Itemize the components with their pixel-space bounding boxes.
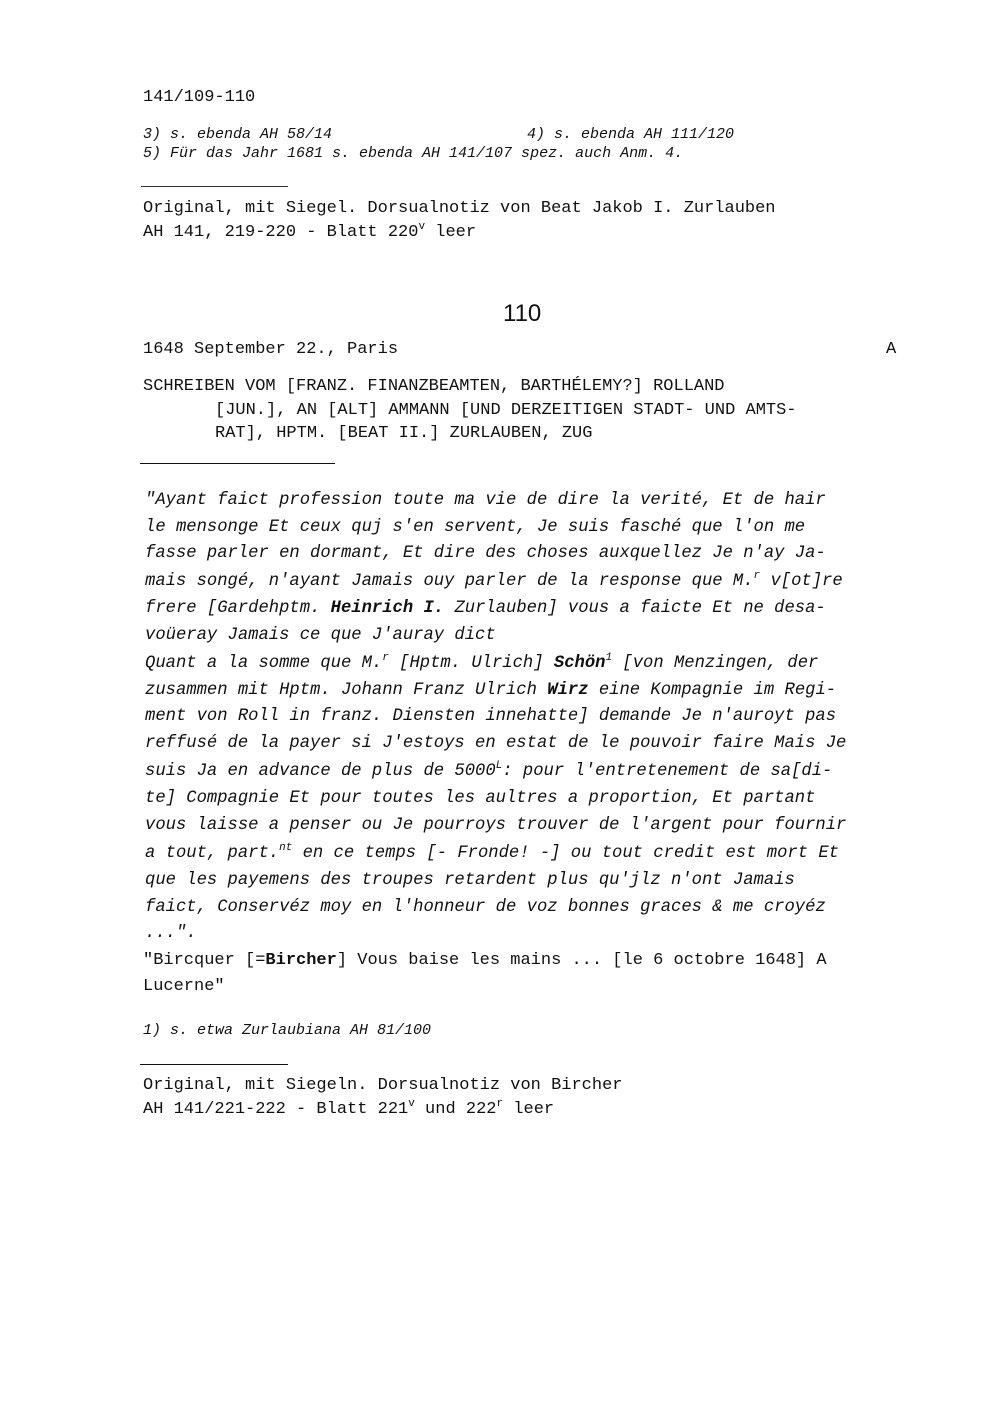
document-title-line2: [JUN.], AN [ALT] AMMANN [UND DERZEITIGEN STADT- UND AMTS- bbox=[215, 401, 797, 420]
footnote-1: 1) s. etwa Zurlaubiana AH 81/100 bbox=[143, 1022, 432, 1039]
document-type-code: A bbox=[886, 340, 897, 359]
source-line1: Original, mit Siegeln. Dorsualnotiz von Bircher bbox=[143, 1076, 623, 1095]
person-name: Heinrich I. bbox=[330, 599, 445, 618]
source-divider bbox=[140, 1064, 288, 1065]
letter-line: reffusé de la payer si J'estoys en estat de le pouvoir faire Mais Je bbox=[145, 734, 847, 753]
letter-line: te] Compagnie Et pour toutes les aultres a proportion, Et partant bbox=[145, 789, 816, 808]
letter-line: fasse parler en dormant, Et dire des choses auxquellez Je n'ay Ja- bbox=[145, 544, 826, 563]
footnote-4: 4) s. ebenda AH 111/120 bbox=[527, 126, 735, 143]
letter-line: ment von Roll in franz. Diensten innehatte] demande Je n'auroyt pas bbox=[145, 707, 837, 726]
page-reference: 141/109-110 bbox=[143, 88, 256, 107]
footnote-3: 3) s. ebenda AH 58/14 bbox=[143, 126, 333, 143]
document-title-line3: RAT], HPTM. [BEAT II.] ZURLAUBEN, ZUG bbox=[215, 424, 593, 443]
signature-line: "Bircquer [=Bircher] Vous baise les mains ... [le 6 octobre 1648] A bbox=[143, 951, 827, 970]
footnote-5: 5) Für das Jahr 1681 s. ebenda AH 141/107 spez. auch Anm. 4. bbox=[143, 145, 684, 162]
person-name: Schön bbox=[553, 654, 606, 673]
letter-line: frere [Gardehptm. Heinrich I. Zurlauben] vous a faicte Et ne desa- bbox=[145, 599, 826, 618]
document-date-place: 1648 September 22., Paris bbox=[143, 340, 399, 359]
document-title-line1: SCHREIBEN VOM [FRANZ. FINANZBEAMTEN, BARTHÉLEMY?] ROLLAND bbox=[143, 377, 725, 396]
letter-line: voüeray Jamais ce que J'auray dict bbox=[145, 626, 496, 645]
letter-line: zusammen mit Hptm. Johann Franz Ulrich Wirz eine Kompagnie im Regi- bbox=[145, 681, 837, 700]
letter-line: vous laisse a penser ou Je pourroys trouver de l'argent pour fournir bbox=[145, 816, 847, 835]
signature-line: Lucerne" bbox=[143, 977, 225, 996]
letter-line: "Ayant faict profession toute ma vie de dire la verité, Et de hair bbox=[145, 491, 826, 510]
person-name: Wirz bbox=[547, 681, 589, 700]
prev-source-line1: Original, mit Siegel. Dorsualnotiz von Beat Jakob I. Zurlauben bbox=[143, 199, 776, 218]
letter-line: le mensonge Et ceux quj s'en servent, Je suis fasché que l'on me bbox=[145, 518, 806, 537]
footnote-divider bbox=[141, 186, 288, 187]
letter-line: suis Ja en advance de plus de $5000^L$: pour l'entretenement de sa[di- bbox=[145, 760, 833, 781]
letter-line: mais songé, n'ayant Jamais ouy parler de la response que M.$^r$ v[ot]re bbox=[145, 570, 843, 591]
letter-line: Quant a la somme que M.$^r$ [Hptm. Ulrich] Schön$^1$ [von Menzingen, der bbox=[145, 652, 819, 673]
person-name: Bircher bbox=[265, 951, 337, 970]
document-number: 110 bbox=[503, 300, 542, 327]
source-line2: AH 141/221-222 - Blatt 221$^v$ und 222$^r$ leer bbox=[143, 1098, 555, 1119]
letter-line: a tout, part.$^{nt}$ en ce temps [- Fronde! -] ou tout credit est mort Et bbox=[145, 842, 839, 863]
title-divider bbox=[140, 463, 335, 464]
footnote-marker: 1 bbox=[605, 652, 613, 664]
letter-line: faict, Conservéz moy en l'honneur de voz bonnes graces & me croyéz bbox=[145, 898, 826, 917]
prev-source-line2: AH 141, 219-220 - Blatt 220$^v$ leer bbox=[143, 221, 477, 242]
letter-line: que les payemens des troupes retardent plus qu'jlz n'ont Jamais bbox=[145, 871, 795, 890]
letter-line: ...". bbox=[145, 924, 197, 943]
